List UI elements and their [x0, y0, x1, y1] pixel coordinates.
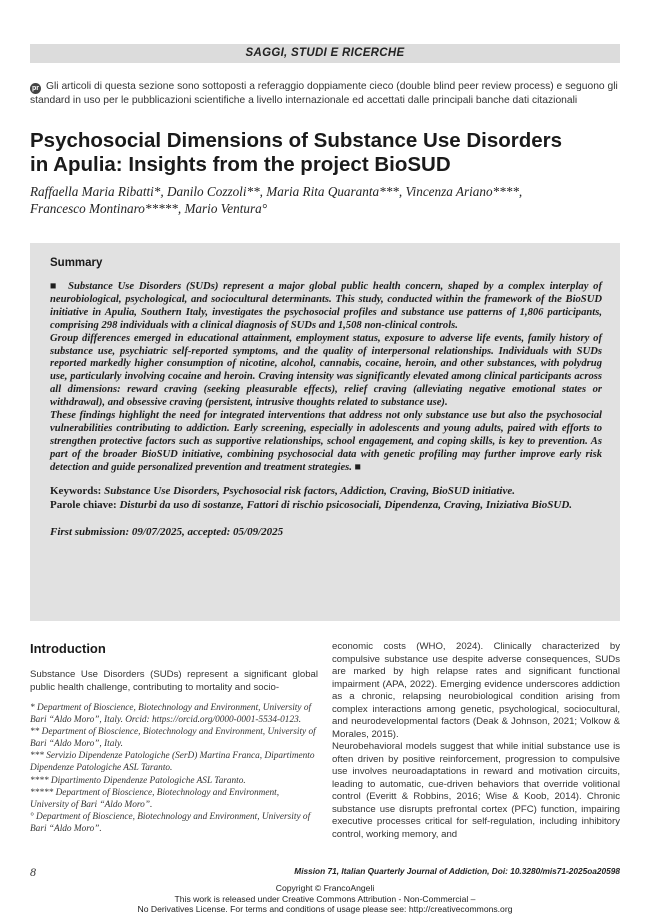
summary-p3-text: These findings highlight the need for integrated interventions that address not only substance use but also the psychosocial vulnerabilities contributing to addiction. Early screening, especially in adolescents and young adults, paired with efforts to strengthen protective factors such as supportive relationships, school engagement, and coping skills, is key to prevention. As part of the broader BioSUD initiative, combining psychosocial data with genetic profiling may further improve early risk detection and guide personalized prevention and treatment strategies.: [50, 410, 602, 473]
right-column: [332, 641, 620, 841]
title-line-1: Psychosocial Dimensions of Substance Use Disorders: [30, 129, 563, 152]
footnote: ** Department of Bioscience, Biotechnology and Environment, University of Bari “Aldo Moro”, Italy.: [30, 727, 316, 749]
left-column: [30, 641, 318, 837]
summary-content: [50, 257, 602, 538]
author-list: [30, 183, 630, 217]
footnote: **** Dipartimento Dipendenze Patologiche ASL Taranto.: [30, 775, 246, 786]
peer-review-text: Gli articoli di questa sezione sono sottoposti a referaggio doppiamente cieco (double blind peer review process) e seguono gli standard in uso per le pubblicazioni scientifiche a livello internazionale ed accettati dalle principali banche dati citazionali: [30, 81, 618, 106]
footnote: ° Department of Bioscience, Biotechnology and Environment, University of Bari “Aldo Moro”.: [30, 812, 311, 834]
copyright-line: Copyright © FrancoAngeli: [275, 883, 375, 893]
parole-label: Parole chiave:: [50, 498, 117, 511]
page-number: 8: [30, 865, 36, 879]
title-line-2: in Apulia: Insights from the project BioSUD: [30, 153, 451, 176]
submission-dates: First submission: 09/07/2025, accepted: 05/09/2025: [50, 525, 284, 538]
bullet-square-icon: ■: [50, 281, 59, 292]
footnote: *** Servizio Dipendenze Patologiche (SerD) Martina Franca, Dipartimento Dipendenze Patologiche ASL Taranto.: [30, 751, 315, 773]
keywords-value: Substance Use Disorders, Psychosocial risk factors, Addiction, Craving, BioSUD initiative.: [104, 484, 515, 497]
summary-p1-text: Substance Use Disorders (SUDs) represent a major global public health concern, shaped by a complex interplay of neurobiological, psychological, and sociocultural determinants. This study, conducted within the framework of the BioSUD initiative in Apulia, Southern Italy, investigates the psychosocial profiles and substance use patterns of 1,806 participants, comprising 298 individuals with a clinical diagnosis of SUDs and 1,508 non-clinical controls.: [50, 281, 603, 331]
parole-value: Disturbi da uso di sostanze, Fattori di rischio psicosociali, Dipendenza, Craving, Iniziativa BioSUD.: [119, 498, 573, 511]
license-footer: [0, 883, 650, 915]
peer-review-note: [30, 80, 620, 108]
license-line-1: This work is released under Creative Commons Attribution - Non-Commercial –: [174, 893, 476, 904]
summary-paragraph-1: [50, 281, 602, 333]
journal-citation: Mission 71, Italian Quarterly Journal of Addiction, Doi: 10.3280/mis71-2025oa20598: [294, 866, 620, 876]
summary-box: [30, 243, 620, 621]
footnote: * Department of Bioscience, Biotechnology and Environment, University of Bari “Aldo Moro”, Italy. Orcid: https://orcid.org/0000-0001-5534-0123.: [30, 703, 312, 725]
author-footnotes: [30, 703, 318, 836]
authors-line-2: Francesco Montinaro*****, Mario Ventura°: [30, 201, 268, 216]
article-title: [30, 129, 620, 177]
summary-paragraph-2: Group differences emerged in educational attainment, employment status, exposure to adverse life events, family history of substance use, psychiatric self-reported symptoms, and the quality of interpersonal relationships. Individuals with SUDs reported markedly higher consumption of nicotine, alcohol, cannabis, cocaine, heroin, and other substances, with polydrug use, particularly involving cocaine and heroin. Craving intensity was significantly elevated among clinical participants across all dimensions: reward craving (seeking pleasurable effects), relief craving (alleviating negative emotional states or withdrawal), and obsessive craving (persistent, intrusive thoughts related to substance use).: [50, 332, 602, 409]
section-header: SAGGI, STUDI E RICERCHE: [30, 44, 620, 63]
keywords-label: Keywords:: [50, 484, 102, 497]
introduction-heading: Introduction: [30, 641, 106, 656]
keywords: [50, 484, 602, 512]
license-line-2: No Derivatives License. For terms and conditions of usage please see: http://creativecommons.org: [137, 904, 513, 914]
intro-right-paragraph-2: Neurobehavioral models suggest that while initial substance use is often driven by positive reinforcement, progression to compulsive use involves neuroadaptations in reward and motivation circuits, leading to automatic, cue-driven behaviors that override volitional control (Everitt & Robbins, 2016; Wise & Koob, 2014). Chronic substance use disrupts prefrontal cortex (PFC) function, impairing executive processes critical for self-regulation, including inhibitory control, working memory, and: [332, 741, 620, 840]
intro-left-text: Substance Use Disorders (SUDs) represent a significant global public health challenge, contributing to mortality and socio-: [30, 669, 318, 693]
summary-abstract: [50, 281, 602, 475]
summary-paragraph-3: [50, 410, 602, 475]
peer-review-icon: pr: [32, 85, 39, 92]
footnote: ***** Department of Bioscience, Biotechnology and Environment, University of Bari “Aldo Moro”.: [30, 788, 280, 810]
intro-right-paragraph-1: economic costs (WHO, 2024). Clinically characterized by compulsive substance use despite adverse consequences, SUDs are marked by high relapse rates and significant functional impairment (APA, 2022). Emerging evidence underscores addiction as a chronic, relapsing neurobiological condition arising from complex interactions among genetic, psychological, sociocultural, and neurodevelopmental factors (Deak & Johnson, 2021; Volkow & Morales, 2015).: [332, 641, 620, 740]
end-square-icon: ■: [354, 461, 361, 473]
authors-line-1: Raffaella Maria Ribatti*, Danilo Cozzoli**, Maria Rita Quaranta***, Vincenza Ariano****,: [30, 184, 523, 199]
summary-heading: Summary: [50, 257, 103, 269]
